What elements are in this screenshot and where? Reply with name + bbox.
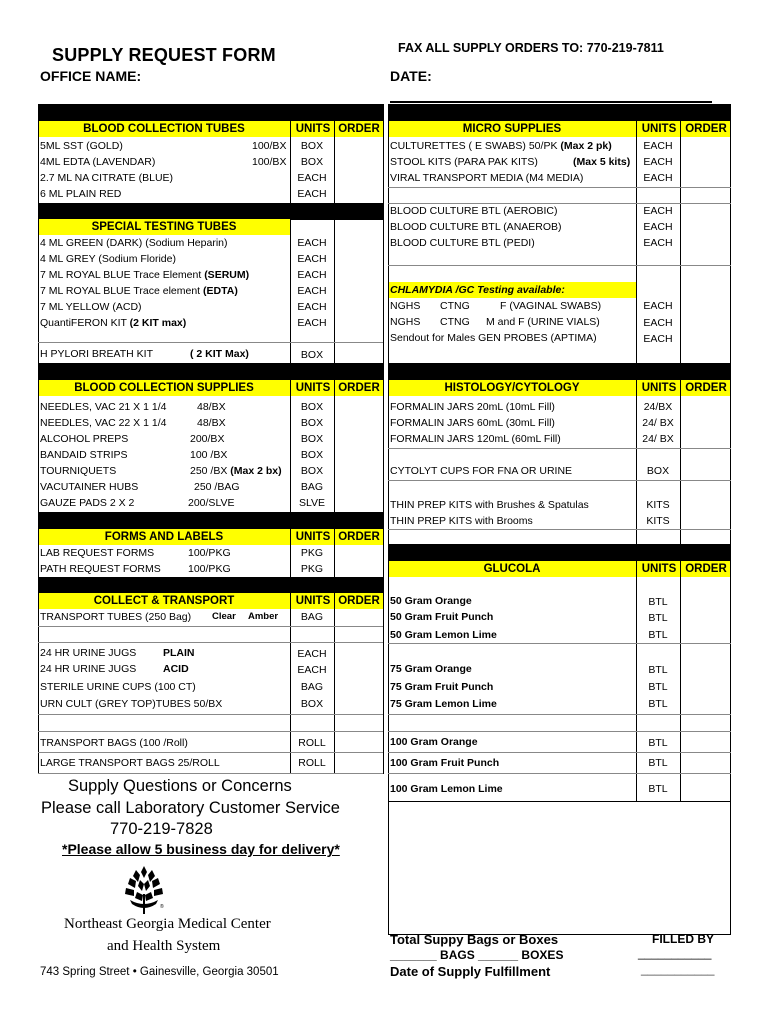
list-item: THIN PREP KITS with Brushes & Spatulas (390, 499, 589, 511)
unit: BOX (646, 465, 670, 477)
unit: 24/ BX (642, 417, 674, 429)
list-item: BLOOD CULTURE BTL (AEROBIC) (390, 205, 558, 217)
unit: EACH (297, 188, 327, 200)
grid-line (38, 121, 39, 774)
grid-line (388, 752, 731, 753)
unit: EACH (643, 205, 673, 217)
section-header-collect: COLLECT & TRANSPORT (38, 593, 290, 609)
list-item: 4ML EDTA (LAVENDAR) (40, 156, 156, 168)
grid-line (38, 752, 383, 753)
office-name-label: OFFICE NAME: (40, 68, 142, 84)
list-item: NEEDLES, VAC 22 X 1 1/4 (40, 417, 167, 429)
list-item: 50 Gram Fruit Punch (390, 611, 494, 623)
col-units: UNITS (636, 380, 681, 396)
list-item: CULTURETTES ( E SWABS) 50/PK (Max 2 pk) (390, 140, 612, 152)
unit: BOX (300, 449, 324, 461)
col-units: UNITS (290, 380, 335, 396)
qty: 48/BX (197, 417, 226, 429)
unit: EACH (643, 221, 673, 233)
grid-line (383, 104, 384, 774)
unit: KITS (646, 515, 670, 527)
unit: EACH (297, 664, 327, 676)
grid-line (38, 714, 383, 715)
list-item: Sendout for Males GEN PROBES (APTIMA) (390, 332, 597, 344)
unit: BTL (648, 629, 668, 641)
contact-line2: Please call Laboratory Customer Service (41, 799, 340, 817)
list-item: 50 Gram Lemon Lime (390, 629, 497, 641)
grid-line (334, 121, 335, 774)
section-header-special-tubes: SPECIAL TESTING TUBES (38, 219, 290, 235)
grid-line (388, 773, 731, 774)
unit: EACH (643, 333, 673, 345)
unit: BOX (300, 349, 324, 361)
list-item: 75 Gram Fruit Punch (390, 681, 494, 693)
grid-line (388, 714, 731, 715)
list-item: TOURNIQUETS (40, 465, 117, 477)
list-item: 100 Gram Orange (390, 736, 478, 748)
section-header-forms: FORMS AND LABELS (38, 529, 290, 545)
unit: BTL (648, 737, 668, 749)
unit: BTL (648, 757, 668, 769)
unit: PKG (300, 563, 324, 575)
col-order: ORDER (680, 380, 731, 396)
unit: BOX (300, 433, 324, 445)
list-item: URN CULT (GREY TOP)TUBES 50/BX (40, 698, 223, 710)
unit: EACH (643, 140, 673, 152)
qty: 100/BX (252, 140, 287, 152)
unit: EACH (643, 156, 673, 168)
col-units: UNITS (290, 121, 335, 137)
unit: PKG (300, 547, 324, 559)
unit: KITS (646, 499, 670, 511)
list-item: BANDAID STRIPS (40, 449, 128, 461)
grid-line (730, 104, 731, 935)
code: CTNG (440, 316, 470, 328)
unit: EACH (297, 253, 327, 265)
divider-bar (38, 577, 383, 594)
grid-line (388, 731, 731, 732)
qty: ( 2 KIT Max) (190, 348, 249, 360)
nghs-logo-icon (120, 864, 168, 916)
list-item: FORMALIN JARS 60mL (30mL Fill) (390, 417, 555, 429)
list-item: BLOOD CULTURE BTL (PEDI) (390, 237, 535, 249)
unit: BAG (300, 681, 324, 693)
list-item: FORMALIN JARS 120mL (60mL Fill) (390, 433, 561, 445)
list-item: 75 Gram Orange (390, 663, 472, 675)
option-clear: Clear (212, 611, 236, 622)
unit: EACH (297, 301, 327, 313)
tag: PLAIN (163, 647, 195, 659)
qty: 250 /BX (Max 2 bx) (190, 465, 282, 477)
unit: EACH (643, 237, 673, 249)
unit: BTL (648, 698, 668, 710)
qty: 100/PKG (188, 563, 231, 575)
unit: EACH (297, 648, 327, 660)
list-item: 75 Gram Lemon Lime (390, 698, 497, 710)
unit: BAG (300, 611, 324, 623)
list-item: 4 ML GREY (Sodium Floride) (40, 253, 176, 265)
list-item: TRANSPORT BAGS (100 /Roll) (40, 737, 188, 749)
section-header-blood-supplies: BLOOD COLLECTION SUPPLIES (38, 380, 290, 396)
code: NGHS (390, 300, 421, 312)
logo-name-line1: Northeast Georgia Medical Center (64, 916, 271, 932)
qty: 100/PKG (188, 547, 231, 559)
divider-bar (38, 203, 383, 220)
list-item: CYTOLYT CUPS FOR FNA OR URINE (390, 465, 573, 477)
qty: 100/BX (252, 156, 287, 168)
list-item: 24 HR URINE JUGS (40, 663, 137, 675)
tag: ACID (163, 663, 189, 675)
qty: 100 /BX (190, 449, 228, 461)
unit: BAG (300, 481, 324, 493)
qty: 250 /BAG (194, 481, 240, 493)
unit: BTL (648, 596, 668, 608)
code: CTNG (440, 300, 470, 312)
list-item: QuantiFERON KIT (2 KIT max) (40, 317, 187, 329)
section-header-blood-tubes: BLOOD COLLECTION TUBES (38, 121, 290, 137)
list-item: 100 Gram Fruit Punch (390, 757, 500, 769)
unit: EACH (297, 317, 327, 329)
option-amber: Amber (248, 611, 279, 622)
page-title: SUPPLY REQUEST FORM (52, 45, 276, 65)
list-item: 2.7 ML NA CITRATE (BLUE) (40, 172, 174, 184)
date-field-line[interactable] (390, 101, 712, 103)
divider-bar (388, 104, 731, 121)
list-item: ALCOHOL PREPS (40, 433, 129, 445)
divider-bar (38, 363, 383, 380)
grid-line (388, 265, 731, 266)
list-item: 24 HR URINE JUGS (40, 647, 137, 659)
qty: (Max 5 kits) (573, 156, 631, 168)
col-units: UNITS (636, 561, 681, 577)
unit: EACH (297, 285, 327, 297)
chlamydia-header: CHLAMYDIA /GC Testing available: (388, 282, 636, 298)
list-item: 6 ML PLAIN RED (40, 188, 122, 200)
col-units: UNITS (290, 593, 335, 609)
grid-line (388, 801, 731, 802)
grid-line (38, 731, 383, 732)
list-item: PATH REQUEST FORMS (40, 563, 161, 575)
unit: 24/BX (643, 401, 673, 413)
list-item: THIN PREP KITS with Brooms (390, 515, 533, 527)
list-item: F (VAGINAL SWABS) (500, 300, 602, 312)
list-item: 7 ML ROYAL BLUE Trace Element (SERUM) (40, 269, 250, 281)
list-item: 50 Gram Orange (390, 595, 472, 607)
section-header-micro: MICRO SUPPLIES (388, 121, 636, 137)
list-item: BLOOD CULTURE BTL (ANAEROB) (390, 221, 562, 233)
code: NGHS (390, 316, 421, 328)
list-item: 4 ML GREEN (DARK) (Sodium Heparin) (40, 237, 228, 249)
unit: SLVE (298, 497, 326, 509)
qty: 48/BX (197, 401, 226, 413)
grid-line (388, 643, 731, 644)
col-order: ORDER (680, 121, 731, 137)
list-item: 5ML SST (GOLD) (40, 140, 123, 152)
unit: EACH (643, 317, 673, 329)
list-item: TRANSPORT TUBES (250 Bag) (40, 611, 192, 623)
grid-line (388, 480, 731, 481)
section-header-histology: HISTOLOGY/CYTOLOGY (388, 380, 636, 396)
col-order: ORDER (334, 529, 383, 545)
date-label: DATE: (390, 68, 432, 84)
unit: BTL (648, 681, 668, 693)
unit: BOX (300, 698, 324, 710)
list-item: NEEDLES, VAC 21 X 1 1/4 (40, 401, 167, 413)
list-item: M and F (URINE VIALS) (486, 316, 600, 328)
grid-line (38, 342, 383, 343)
unit: BOX (300, 140, 324, 152)
grid-line (388, 448, 731, 449)
col-order: ORDER (334, 121, 383, 137)
unit: BOX (300, 401, 324, 413)
fulfillment-field[interactable]: ___________ (641, 962, 715, 976)
grid-line (636, 121, 637, 802)
grid-line (388, 187, 731, 188)
grid-line (388, 121, 389, 935)
contact-phone: 770-219-7828 (110, 820, 213, 838)
list-item: LAB REQUEST FORMS (40, 547, 155, 559)
list-item: STOOL KITS (PARA PAK KITS) (390, 156, 538, 168)
unit: ROLL (298, 737, 326, 749)
unit: EACH (297, 237, 327, 249)
unit: BOX (300, 156, 324, 168)
unit: ROLL (298, 757, 326, 769)
col-order: ORDER (680, 561, 731, 577)
total-label: Total Suppy Bags or Boxes (390, 932, 559, 947)
list-item: 7 ML ROYAL BLUE Trace element (EDTA) (40, 285, 238, 297)
divider-bar (38, 512, 383, 529)
col-order: ORDER (334, 593, 383, 609)
unit: BTL (648, 612, 668, 624)
grid-line (38, 773, 383, 774)
fax-number: FAX ALL SUPPLY ORDERS TO: 770-219-7811 (398, 41, 664, 55)
bags-boxes-field[interactable]: _______ BAGS ______ BOXES (390, 948, 564, 962)
grid-line (680, 121, 681, 802)
list-item: FORMALIN JARS 20mL (10mL Fill) (390, 401, 555, 413)
contact-line1: Supply Questions or Concerns (68, 777, 292, 795)
list-item: VIRAL TRANSPORT MEDIA (M4 MEDIA) (390, 172, 584, 184)
filled-by-label: FILLED BY (652, 932, 714, 946)
list-item: STERILE URINE CUPS (100 CT) (40, 681, 196, 693)
list-item: GAUZE PADS 2 X 2 (40, 497, 135, 509)
unit: BOX (300, 417, 324, 429)
list-item: H PYLORI BREATH KIT (40, 348, 153, 360)
grid-line (38, 626, 383, 627)
grid-line (290, 121, 291, 774)
unit: EACH (643, 172, 673, 184)
list-item: LARGE TRANSPORT BAGS 25/ROLL (40, 757, 220, 769)
divider-bar (38, 104, 383, 121)
address: 743 Spring Street • Gainesville, Georgia 30501 (40, 966, 279, 978)
unit: BTL (648, 664, 668, 676)
unit: EACH (297, 172, 327, 184)
list-item: 100 Gram Lemon Lime (390, 783, 503, 795)
grid-line (388, 203, 731, 204)
filled-by-field[interactable]: ___________ (638, 946, 712, 960)
col-order: ORDER (334, 380, 383, 396)
qty: 200/SLVE (188, 497, 235, 509)
grid-line (38, 642, 383, 643)
list-item: 7 ML YELLOW (ACD) (40, 301, 142, 313)
logo-name-line2: and Health System (107, 938, 221, 954)
qty: 200/BX (190, 433, 225, 445)
section-header-glucola: GLUCOLA (388, 561, 636, 577)
unit: BTL (648, 783, 668, 795)
fulfillment-label: Date of Supply Fulfillment (390, 964, 551, 979)
col-units: UNITS (636, 121, 681, 137)
unit: BOX (300, 465, 324, 477)
unit: EACH (297, 269, 327, 281)
col-units: UNITS (290, 529, 335, 545)
delivery-note: *Please allow 5 business day for delivery* (62, 841, 340, 857)
svg-text:®: ® (160, 904, 164, 910)
list-item: VACUTAINER HUBS (40, 481, 139, 493)
unit: 24/ BX (642, 433, 674, 445)
unit: EACH (643, 300, 673, 312)
grid-line (388, 529, 731, 530)
